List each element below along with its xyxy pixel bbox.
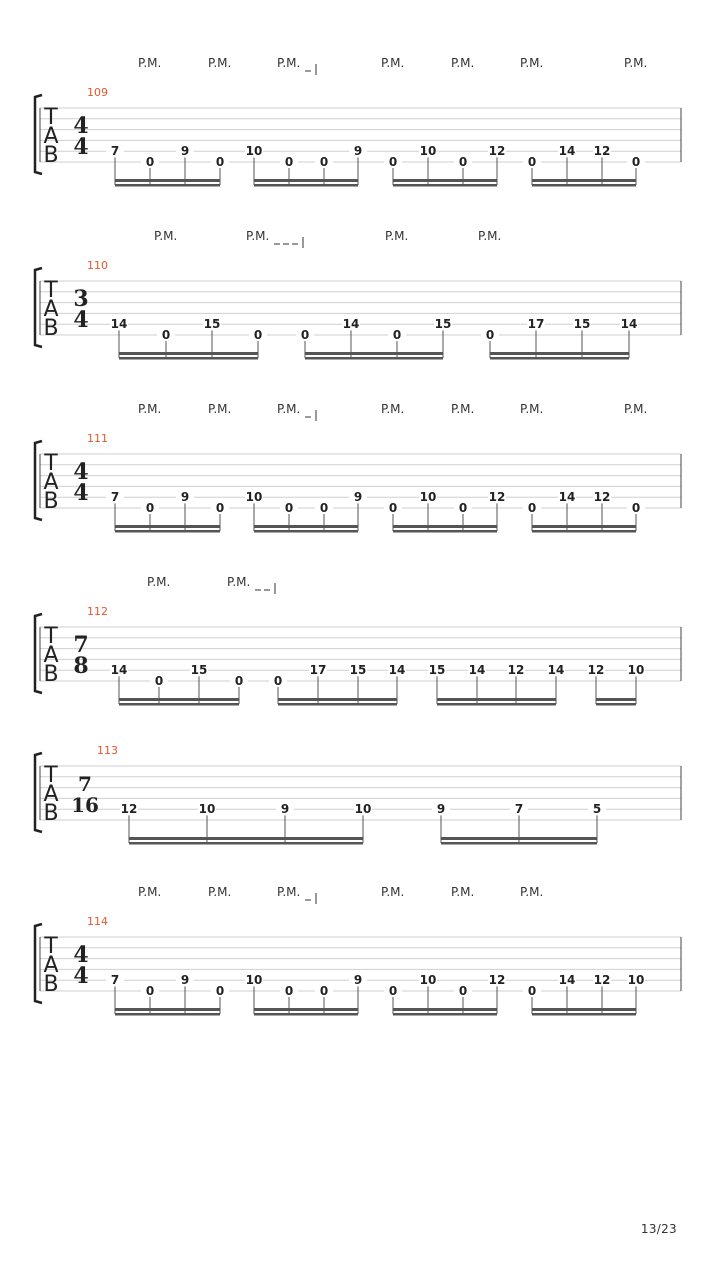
fret-number: 0: [458, 984, 468, 998]
palm-mute-label: P.M.: [451, 885, 475, 899]
fret-number: 0: [631, 155, 641, 169]
measure-number: 112: [87, 605, 108, 618]
fret-number: 17: [527, 317, 545, 332]
fret-number: 15: [203, 317, 221, 332]
palm-mute-label: P.M.: [208, 402, 232, 416]
fret-number: 5: [592, 802, 602, 817]
beam-secondary: [115, 1013, 220, 1016]
beam-secondary: [254, 184, 358, 187]
beam-primary: [393, 525, 497, 528]
beam-secondary: [393, 1013, 497, 1016]
beam-primary: [278, 698, 397, 701]
fret-number: 15: [349, 663, 367, 678]
tab-clef-letter: B: [43, 143, 59, 168]
beam-primary: [532, 179, 636, 182]
tab-clef-letter: T: [44, 624, 58, 649]
fret-number: 0: [388, 984, 398, 998]
time-signature-bottom: 16: [71, 793, 99, 817]
fret-number: 0: [215, 984, 225, 998]
tab-clef-letter: T: [44, 763, 58, 788]
palm-mute-label: P.M.: [277, 402, 301, 416]
palm-mute-label: P.M.: [451, 56, 475, 70]
fret-number: 0: [319, 155, 329, 169]
beam-primary: [490, 352, 629, 355]
fret-number: 12: [507, 663, 525, 678]
fret-number: 7: [110, 144, 120, 159]
fret-number: 0: [284, 984, 294, 998]
fret-number: 14: [388, 663, 406, 678]
tab-clef-letter: A: [43, 297, 59, 322]
tab-clef-letter: T: [44, 934, 58, 959]
fret-number: 0: [161, 328, 171, 342]
measure-number: 111: [87, 432, 108, 445]
beam-secondary: [532, 184, 636, 187]
time-signature-top: 4: [73, 459, 89, 485]
beam-primary: [115, 1008, 220, 1011]
beam-primary: [115, 179, 220, 182]
fret-number: 14: [342, 317, 360, 332]
palm-mute-label: P.M.: [138, 56, 162, 70]
fret-number: 0: [319, 501, 329, 515]
fret-number: 0: [284, 155, 294, 169]
tab-clef-letter: B: [43, 662, 59, 687]
fret-number: 0: [234, 674, 244, 688]
measure-number: 109: [87, 86, 108, 99]
measure-number: 114: [87, 915, 108, 928]
beam-primary: [115, 525, 220, 528]
beam-primary: [305, 352, 443, 355]
beam-primary: [129, 837, 363, 840]
fret-number: 12: [593, 490, 611, 505]
beam-secondary: [441, 842, 597, 845]
fret-number: 14: [558, 144, 576, 159]
beam-secondary: [115, 184, 220, 187]
fret-number: 15: [428, 663, 446, 678]
fret-number: 0: [154, 674, 164, 688]
beam-primary: [393, 179, 497, 182]
time-signature-top: 4: [73, 942, 89, 968]
time-signature-bottom: 8: [73, 653, 89, 679]
fret-number: 10: [198, 802, 216, 817]
beam-secondary: [490, 357, 629, 360]
fret-number: 0: [145, 984, 155, 998]
palm-mute-label: P.M.: [381, 885, 405, 899]
time-signature-top: 7: [73, 632, 89, 658]
fret-number: 0: [392, 328, 402, 342]
tab-clef-letter: A: [43, 953, 59, 978]
fret-number: 10: [627, 663, 645, 678]
fret-number: 10: [245, 973, 263, 988]
fret-number: 0: [319, 984, 329, 998]
beam-primary: [254, 525, 358, 528]
fret-number: 0: [253, 328, 263, 342]
palm-mute-label: P.M.: [478, 229, 502, 243]
beam-primary: [393, 1008, 497, 1011]
fret-number: 15: [573, 317, 591, 332]
fret-number: 9: [436, 802, 446, 817]
fret-number: 14: [558, 490, 576, 505]
tab-clef-letter: B: [43, 316, 59, 341]
fret-number: 12: [593, 973, 611, 988]
palm-mute-label: P.M.: [208, 885, 232, 899]
fret-number: 0: [631, 501, 641, 515]
palm-mute-label: P.M.: [138, 402, 162, 416]
tab-clef-letter: B: [43, 489, 59, 514]
fret-number: 0: [145, 155, 155, 169]
fret-number: 9: [280, 802, 290, 817]
tab-clef-letter: A: [43, 124, 59, 149]
fret-number: 0: [527, 155, 537, 169]
beam-secondary: [119, 703, 239, 706]
beam-secondary: [393, 530, 497, 533]
fret-number: 9: [353, 973, 363, 988]
palm-mute-label: P.M.: [520, 402, 544, 416]
palm-mute-label: P.M.: [227, 575, 251, 589]
beam-secondary: [115, 530, 220, 533]
beam-primary: [119, 352, 258, 355]
fret-number: 7: [110, 973, 120, 988]
palm-mute-label: P.M.: [381, 402, 405, 416]
fret-number: 7: [514, 802, 524, 817]
tab-clef-letter: T: [44, 278, 58, 303]
palm-mute-label: P.M.: [520, 885, 544, 899]
fret-number: 7: [110, 490, 120, 505]
beam-primary: [437, 698, 556, 701]
fret-number: 17: [309, 663, 327, 678]
palm-mute-label: P.M.: [385, 229, 409, 243]
fret-number: 0: [300, 328, 310, 342]
time-signature-bottom: 4: [73, 307, 89, 333]
fret-number: 0: [458, 155, 468, 169]
fret-number: 9: [180, 973, 190, 988]
fret-number: 12: [587, 663, 605, 678]
time-signature-top: 3: [73, 286, 89, 312]
palm-mute-label: P.M.: [381, 56, 405, 70]
palm-mute-label: P.M.: [147, 575, 171, 589]
beam-primary: [596, 698, 636, 701]
beam-primary: [254, 1008, 358, 1011]
beam-secondary: [254, 1013, 358, 1016]
fret-number: 14: [547, 663, 565, 678]
tab-clef-letter: A: [43, 470, 59, 495]
tab-clef-letter: A: [43, 782, 59, 807]
beam-secondary: [596, 703, 636, 706]
beam-secondary: [278, 703, 397, 706]
fret-number: 10: [419, 144, 437, 159]
beam-primary: [254, 179, 358, 182]
fret-number: 10: [354, 802, 372, 817]
measure-number: 113: [97, 744, 118, 757]
beam-secondary: [254, 530, 358, 533]
palm-mute-label: P.M.: [138, 885, 162, 899]
beam-primary: [441, 837, 597, 840]
fret-number: 10: [245, 490, 263, 505]
page-number: 13/23: [640, 1222, 677, 1236]
beam-primary: [532, 1008, 636, 1011]
fret-number: 12: [120, 802, 138, 817]
beam-secondary: [532, 1013, 636, 1016]
beam-secondary: [119, 357, 258, 360]
fret-number: 9: [353, 144, 363, 159]
palm-mute-label: P.M.: [451, 402, 475, 416]
time-signature-bottom: 4: [73, 963, 89, 989]
fret-number: 0: [284, 501, 294, 515]
palm-mute-label: P.M.: [277, 56, 301, 70]
fret-number: 0: [273, 674, 283, 688]
fret-number: 0: [458, 501, 468, 515]
beam-secondary: [532, 530, 636, 533]
fret-number: 15: [190, 663, 208, 678]
fret-number: 0: [145, 501, 155, 515]
fret-number: 14: [110, 663, 128, 678]
palm-mute-label: P.M.: [277, 885, 301, 899]
fret-number: 14: [620, 317, 638, 332]
fret-number: 0: [215, 155, 225, 169]
beam-secondary: [437, 703, 556, 706]
palm-mute-label: P.M.: [624, 56, 648, 70]
fret-number: 0: [388, 501, 398, 515]
time-signature-top: 4: [73, 113, 89, 139]
palm-mute-label: P.M.: [154, 229, 178, 243]
beam-primary: [119, 698, 239, 701]
fret-number: 12: [593, 144, 611, 159]
fret-number: 10: [245, 144, 263, 159]
palm-mute-label: P.M.: [520, 56, 544, 70]
tab-clef-letter: A: [43, 643, 59, 668]
tab-clef-letter: B: [43, 801, 59, 826]
fret-number: 14: [110, 317, 128, 332]
time-signature-bottom: 4: [73, 480, 89, 506]
fret-number: 10: [419, 490, 437, 505]
time-signature-top: 7: [78, 772, 92, 796]
fret-number: 12: [488, 490, 506, 505]
fret-number: 0: [388, 155, 398, 169]
fret-number: 10: [627, 973, 645, 988]
fret-number: 15: [434, 317, 452, 332]
tab-clef-letter: B: [43, 972, 59, 997]
beam-secondary: [305, 357, 443, 360]
palm-mute-label: P.M.: [208, 56, 232, 70]
beam-secondary: [129, 842, 363, 845]
fret-number: 0: [215, 501, 225, 515]
fret-number: 12: [488, 144, 506, 159]
fret-number: 9: [180, 490, 190, 505]
palm-mute-label: P.M.: [246, 229, 270, 243]
fret-number: 0: [527, 501, 537, 515]
fret-number: 0: [485, 328, 495, 342]
fret-number: 12: [488, 973, 506, 988]
fret-number: 14: [558, 973, 576, 988]
tab-clef-letter: T: [44, 451, 58, 476]
beam-primary: [532, 525, 636, 528]
beam-secondary: [393, 184, 497, 187]
fret-number: 9: [353, 490, 363, 505]
measure-number: 110: [87, 259, 108, 272]
fret-number: 0: [527, 984, 537, 998]
palm-mute-label: P.M.: [624, 402, 648, 416]
time-signature-bottom: 4: [73, 134, 89, 160]
fret-number: 9: [180, 144, 190, 159]
fret-number: 10: [419, 973, 437, 988]
tab-clef-letter: T: [44, 105, 58, 130]
fret-number: 14: [468, 663, 486, 678]
